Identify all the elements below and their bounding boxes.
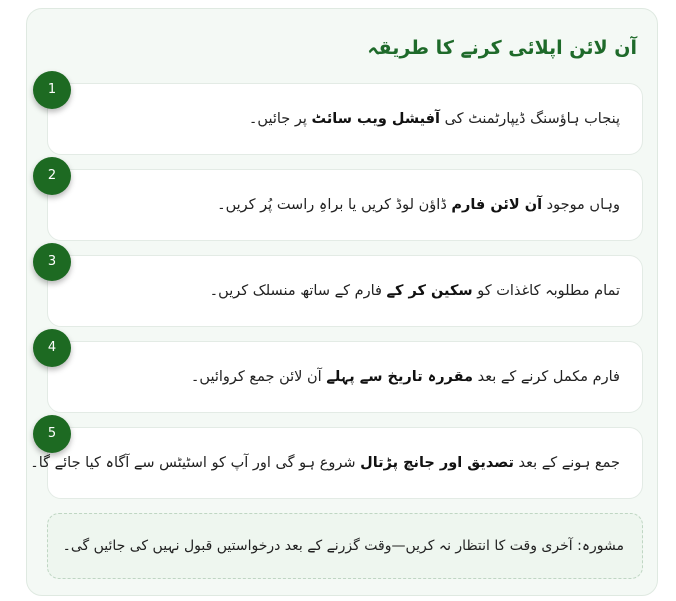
- step-text-2-before: وہاں موجود: [542, 197, 620, 213]
- step-number-badge-4: 4: [33, 329, 71, 367]
- step-text-2-after: ڈاؤن لوڈ کریں یا براہِ راست پُر کریں۔: [217, 197, 452, 213]
- step-number-badge-1: 1: [33, 71, 71, 109]
- step-card-5: [30, 427, 643, 499]
- step-text-4-bold: مقررہ تاریخ سے پہلے: [326, 369, 473, 385]
- step-card-1: [47, 83, 643, 155]
- step-number-badge-5: 5: [33, 415, 71, 453]
- step-text-4-after: آن لائن جمع کروائیں۔: [190, 369, 327, 385]
- step-text-1-before: پنجاب ہاؤسنگ ڈیپارٹمنٹ کی: [439, 111, 620, 127]
- panel-title: آن لائن اپلائی کرنے کا طریقہ: [367, 37, 637, 59]
- step-text-4-before: فارم مکمل کرنے کے بعد: [473, 369, 620, 385]
- step-text-3-before: تمام مطلوبہ کاغذات کو: [472, 283, 620, 299]
- advice-note: [47, 513, 643, 579]
- step-text-3-after: فارم کے ساتھ منسلک کریں۔: [209, 283, 387, 299]
- step-text-5: [30, 455, 620, 471]
- step-card-2: [47, 169, 643, 241]
- step-number-badge-3: 3: [33, 243, 71, 281]
- advice-note-text: مشورہ: آخری وقت کا انتظار نہ کریں—وقت گزرنے کے بعد درخواستیں قبول نہیں کی جائیں گی۔: [62, 538, 624, 554]
- step-card-4: [47, 341, 643, 413]
- step-text-5-bold: تصدیق اور جانچ پڑتال: [360, 455, 514, 471]
- instructions-panel: [26, 8, 658, 596]
- step-number-badge-2: 2: [33, 157, 71, 195]
- step-text-1-after: پر جائیں۔: [248, 111, 312, 127]
- step-text-1: [249, 111, 620, 127]
- step-text-1-bold: آفیشل ویب سائٹ: [311, 111, 440, 127]
- step-text-3: [210, 283, 620, 299]
- step-text-3-bold: سکین کر کے: [386, 283, 473, 299]
- step-text-4: [191, 369, 620, 385]
- step-text-2-bold: آن لائن فارم: [451, 197, 543, 213]
- step-text-5-before: جمع ہونے کے بعد: [513, 455, 620, 471]
- step-text-2: [217, 197, 620, 213]
- step-text-5-after: شروع ہو گی اور آپ کو اسٹیٹس سے آگاہ کیا جائے گا۔: [30, 455, 361, 471]
- step-card-3: [47, 255, 643, 327]
